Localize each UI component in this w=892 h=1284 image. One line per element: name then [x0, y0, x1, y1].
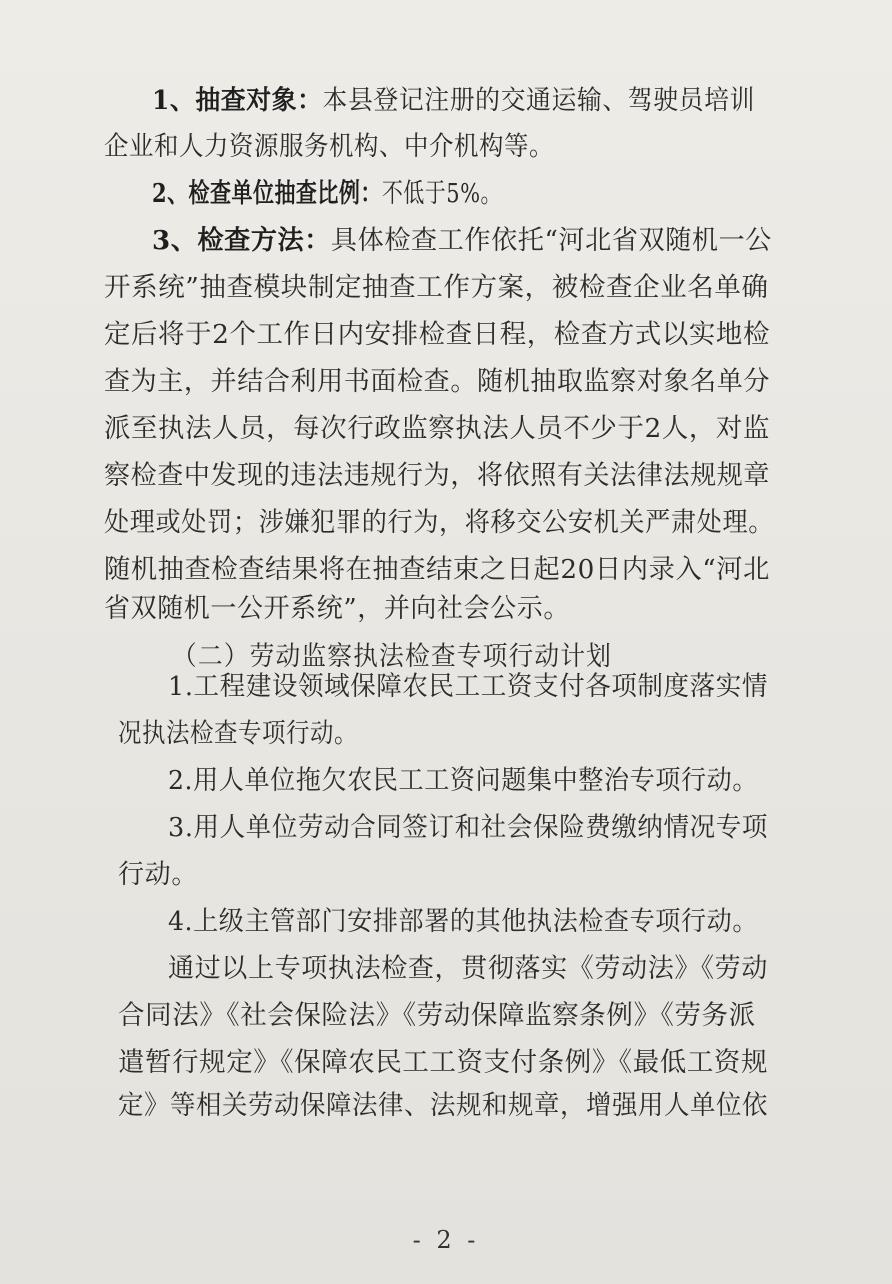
document-text: 1.工程建设领域保障农民工工资支付各项制度落实情	[168, 671, 768, 702]
document-text: 省双随机一公开系统”，并向社会公示。	[104, 593, 570, 624]
document-line-text	[104, 123, 554, 171]
document-text: 派至执法人员，每次行政监察执法人员不少于2人，对监	[104, 413, 770, 444]
document-bold-label: 1、抽查对象：	[152, 85, 323, 116]
document-line	[152, 77, 892, 125]
document-line	[104, 452, 892, 500]
document-line-text	[118, 1082, 768, 1130]
page-number: - 2 -	[412, 1226, 480, 1254]
document-line	[168, 898, 892, 946]
document-line	[152, 170, 892, 218]
document-line-text	[168, 804, 768, 852]
document-line-text	[152, 217, 772, 265]
document-line	[104, 311, 892, 359]
document-line-text	[118, 1039, 768, 1087]
document-line	[168, 804, 892, 852]
document-text: （二）劳动监察执法检查专项行动计划	[172, 641, 612, 672]
document-line	[168, 757, 892, 805]
document-line	[104, 499, 892, 547]
document-line	[118, 1082, 892, 1130]
document-text: 4.上级主管部门安排部署的其他执法检查专项行动。	[168, 906, 758, 937]
document-text: 查为主，并结合利用书面检查。随机抽取监察对象名单分	[104, 366, 770, 397]
document-line	[168, 945, 892, 993]
document-text: 合同法》《社会保险法》《劳动保障监察条例》《劳务派	[118, 1000, 756, 1031]
document-text: 察检查中发现的违法违规行为，将依照有关法律法规规章	[104, 460, 770, 491]
document-line-text	[104, 358, 770, 406]
document-line-text	[118, 710, 358, 758]
document-line-text	[168, 757, 758, 805]
document-text: 3.用人单位劳动合同签订和社会保险费缴纳情况专项	[168, 812, 768, 843]
document-text: 企业和人力资源服务机构、中介机构等。	[104, 131, 554, 162]
document-line	[104, 358, 892, 406]
document-line-text	[168, 898, 758, 946]
document-line-text	[118, 851, 198, 899]
document-line	[104, 405, 892, 453]
document-line	[118, 1039, 892, 1087]
document-line-text	[104, 311, 770, 359]
document-line	[168, 663, 892, 711]
document-text: 具体检查工作依托“河北省双随机一公	[330, 225, 772, 256]
document-text: 况执法检查专项行动。	[118, 718, 358, 749]
document-line-text	[152, 77, 755, 125]
document-text: 定后将于2个工作日内安排检查日程，检查方式以实地检	[104, 319, 770, 350]
document-line	[104, 585, 892, 633]
document-bold-label: 2、检查单位抽查比例：	[152, 178, 382, 209]
document-text: 本县登记注册的交通运输、驾驶员培训	[322, 85, 755, 116]
document-line-text	[118, 992, 756, 1040]
document-line-text	[104, 585, 570, 633]
document-line	[118, 851, 892, 899]
document-line-text	[104, 499, 774, 547]
document-line-text	[104, 405, 770, 453]
document-text: 遣暂行规定》《保障农民工工资支付条例》《最低工资规	[118, 1047, 768, 1078]
document-line-text	[168, 663, 768, 711]
document-line-text	[152, 170, 502, 218]
document-line	[104, 264, 892, 312]
document-text: 通过以上专项执法检查，贯彻落实《劳动法》《劳动	[168, 953, 768, 984]
document-text: 定》等相关劳动保障法律、法规和规章，增强用人单位依	[118, 1090, 768, 1121]
document-line	[152, 217, 892, 265]
document-line-text	[168, 945, 768, 993]
document-line	[118, 710, 892, 758]
document-text: 开系统”抽查模块制定抽查工作方案，被检查企业名单确	[104, 272, 769, 303]
document-text: 2.用人单位拖欠农民工工资问题集中整治专项行动。	[168, 765, 758, 796]
document-line	[118, 992, 892, 1040]
document-text: 处理或处罚；涉嫌犯罪的行为，将移交公安机关严肃处理。	[104, 507, 774, 538]
document-line-text	[104, 264, 769, 312]
document-text: 不低于5%。	[381, 178, 502, 209]
document-text: 随机抽查检查结果将在抽查结束之日起20日内录入“河北	[104, 554, 770, 585]
document-text: 行动。	[118, 859, 198, 890]
document-bold-label: 3、检查方法：	[152, 225, 331, 256]
document-line-text	[104, 452, 770, 500]
document-line	[104, 123, 892, 171]
